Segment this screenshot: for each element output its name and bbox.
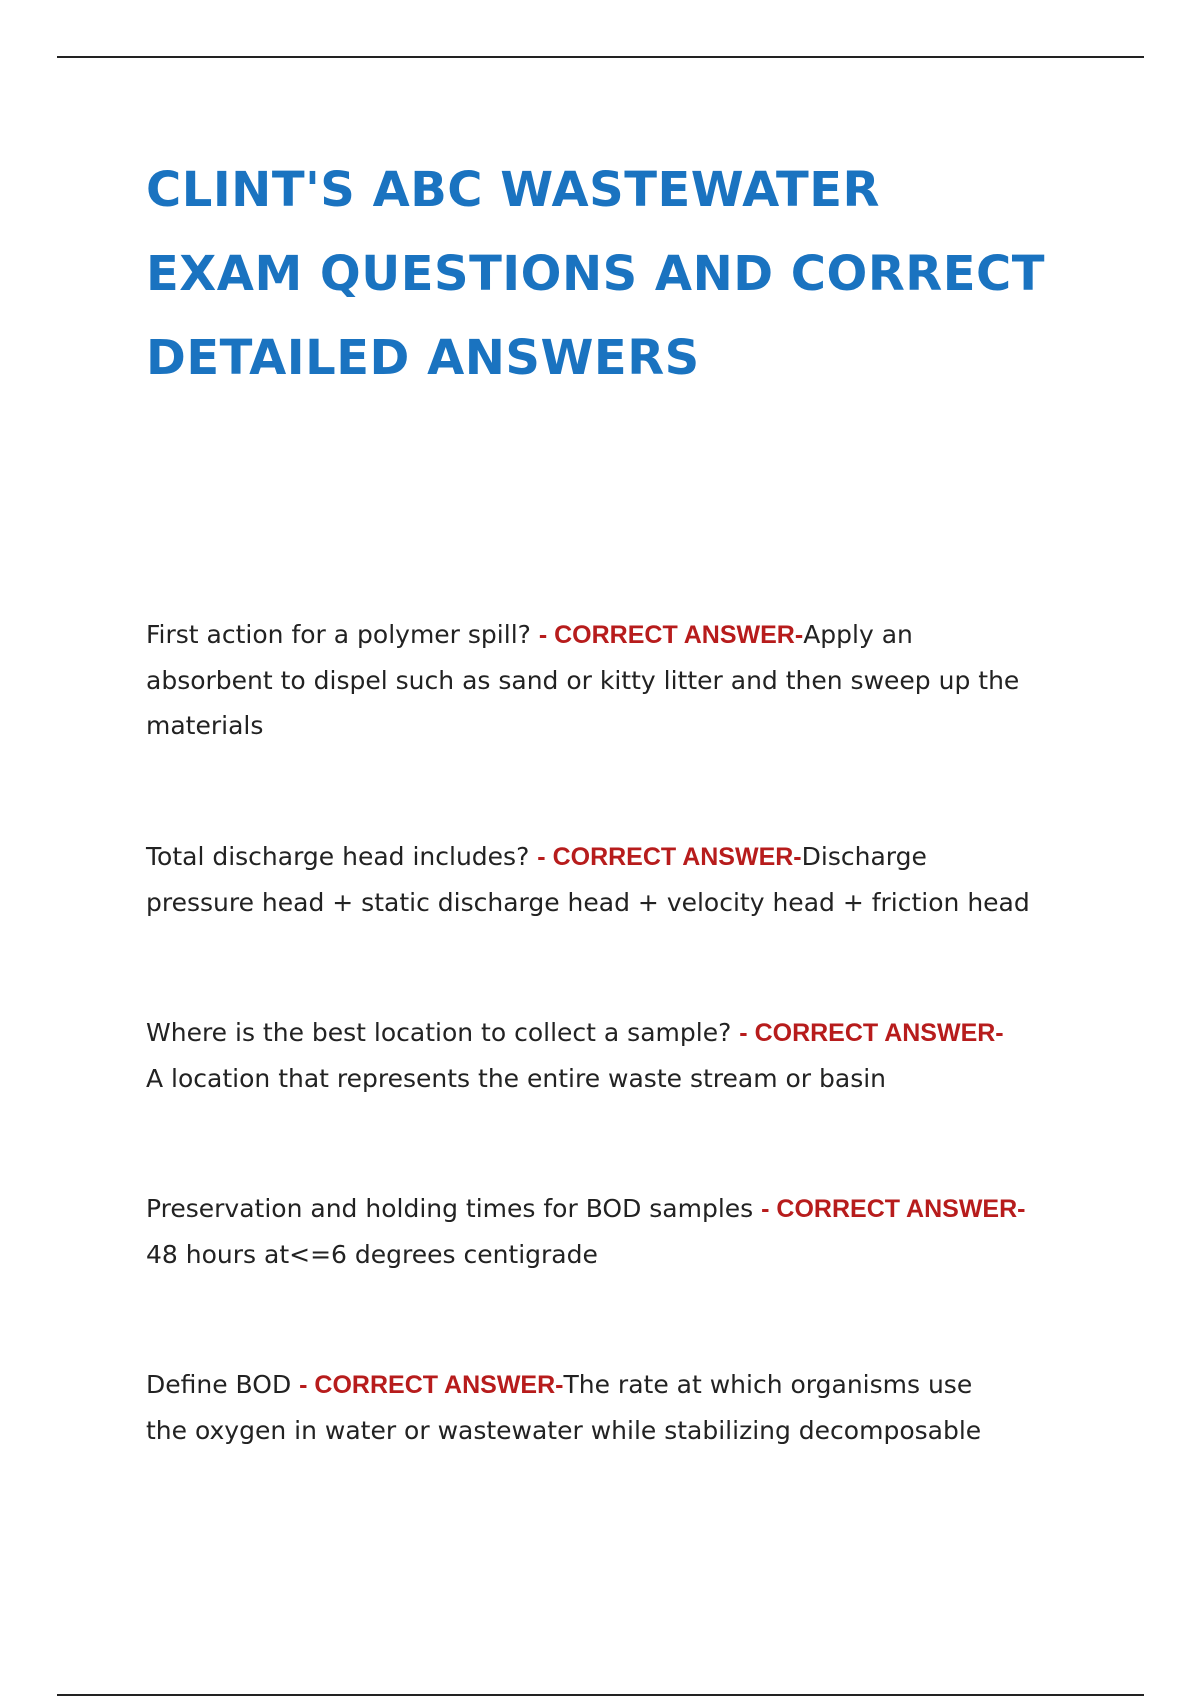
answer-text: pressure head + static discharge head + velocity head + friction head <box>146 888 1030 917</box>
correct-answer-marker: - CORRECT ANSWER- <box>537 843 802 871</box>
answer-text: Discharge <box>801 842 927 871</box>
qa-first-line <box>146 612 1096 658</box>
answer-text: the oxygen in water or wastewater while stabilizing decomposable <box>146 1416 982 1445</box>
correct-answer-marker: - CORRECT ANSWER- <box>538 621 804 649</box>
answer-text: 48 hours at<=6 degrees centigrade <box>146 1240 598 1269</box>
answer-text: materials <box>146 711 264 740</box>
title-line-2: EXAM QUESTIONS AND CORRECT <box>146 246 1046 302</box>
question-text: Where is the best location to collect a sample? <box>146 1018 740 1047</box>
qa-first-line <box>146 1010 1096 1056</box>
question-text: Define BOD <box>146 1370 300 1399</box>
qa-first-line <box>146 834 1096 880</box>
answer-text: Apply an <box>803 620 913 649</box>
qa-item <box>146 1010 1096 1101</box>
question-text: Preservation and holding times for BOD samples <box>146 1194 762 1223</box>
correct-answer-marker: - CORRECT ANSWER- <box>761 1195 1026 1223</box>
correct-answer-marker: - CORRECT ANSWER- <box>739 1019 1004 1047</box>
qa-item <box>146 1186 1096 1277</box>
answer-text: The rate at which organisms use <box>563 1370 973 1399</box>
title-line-3: DETAILED ANSWERS <box>146 330 700 386</box>
correct-answer-marker: - CORRECT ANSWER- <box>299 1371 564 1399</box>
title-line-1: CLINT'S ABC WASTEWATER <box>146 162 880 218</box>
qa-first-line <box>146 1186 1096 1232</box>
qa-item <box>146 612 1096 748</box>
qa-first-line <box>146 1362 1096 1408</box>
qa-item <box>146 834 1096 925</box>
answer-text: absorbent to dispel such as sand or kitty litter and then sweep up the <box>146 666 1020 695</box>
answer-text: A location that represents the entire waste stream or basin <box>146 1064 887 1093</box>
question-text: Total discharge head includes? <box>146 842 538 871</box>
document-title <box>146 148 1106 400</box>
question-text: First action for a polymer spill? <box>146 620 539 649</box>
header-rule <box>57 56 1144 58</box>
footer-rule <box>57 1694 1144 1696</box>
qa-item <box>146 1362 1096 1453</box>
